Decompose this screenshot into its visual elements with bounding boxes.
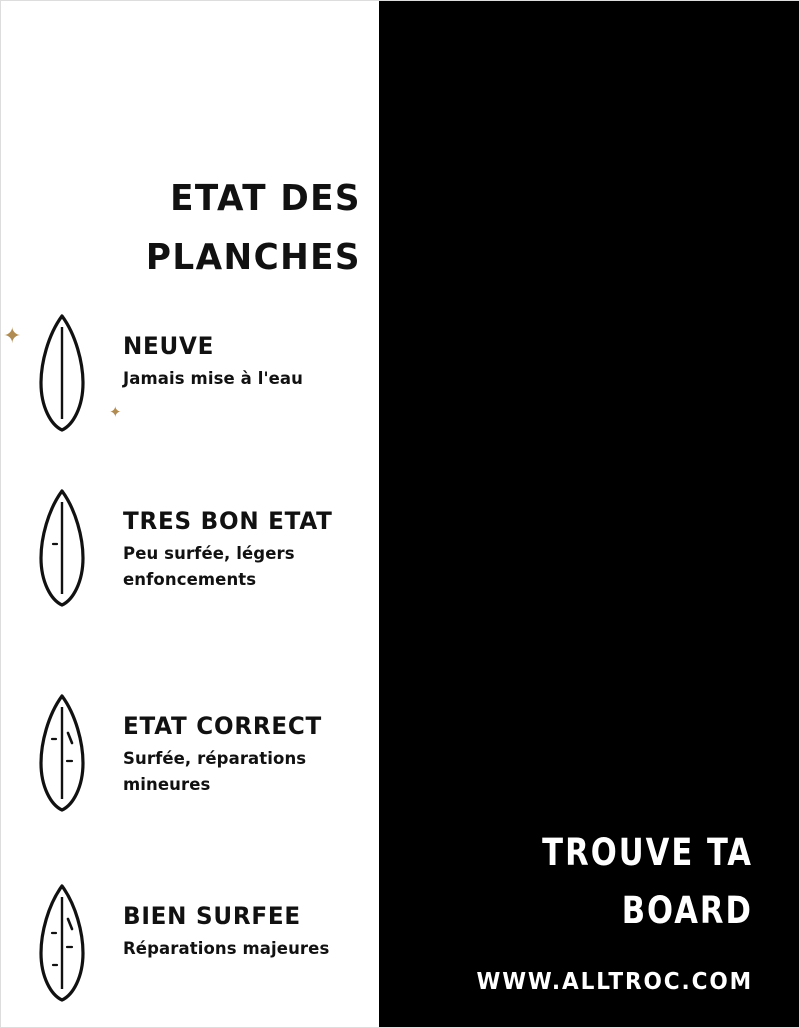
sparkle-icon: ✦ [3,323,22,348]
condition-description: Peu surfée, légers enfoncements [123,544,295,589]
surfboard-illustration [1,691,123,813]
condition-label: ETAT CORRECT [123,712,323,740]
page-title-line-2: PLANCHES [145,237,361,279]
condition-label: BIEN SURFEE [123,902,301,930]
page-title [38,169,361,288]
list-item [1,691,379,813]
surfboard-illustration [1,311,123,433]
brand-panel [377,1,799,1028]
surfboard-icon [31,488,93,608]
list-item-text [123,691,348,798]
condition-description: Réparations majeures [123,939,330,959]
content-panel [1,1,379,1028]
sparkle-icon: ✦ [109,404,122,421]
page-title-line-1: ETAT DES [170,178,361,219]
surfboard-icon [31,693,93,813]
condition-description: Surfée, réparations mineures [123,749,307,794]
list-item [1,486,379,608]
brand-line-1: TROUVE TA [542,831,753,875]
surfboard-illustration [1,486,123,608]
condition-description: Jamais mise à l'eau [123,369,303,389]
condition-label: NEUVE [123,332,215,360]
list-item-text [123,311,313,392]
list-item-text [123,881,339,962]
list-item [1,881,379,1003]
brand-line-2: BOARD [621,888,753,932]
surfboard-icon [31,313,93,433]
brand-website: WWW.ALLTROC.COM [476,969,753,995]
condition-label: TRES BON ETAT [123,507,333,535]
surfboard-icon [31,883,93,1003]
list-item [1,311,379,433]
list-item-text [123,486,351,593]
brand-block [417,824,753,995]
surfboard-illustration [1,881,123,1003]
